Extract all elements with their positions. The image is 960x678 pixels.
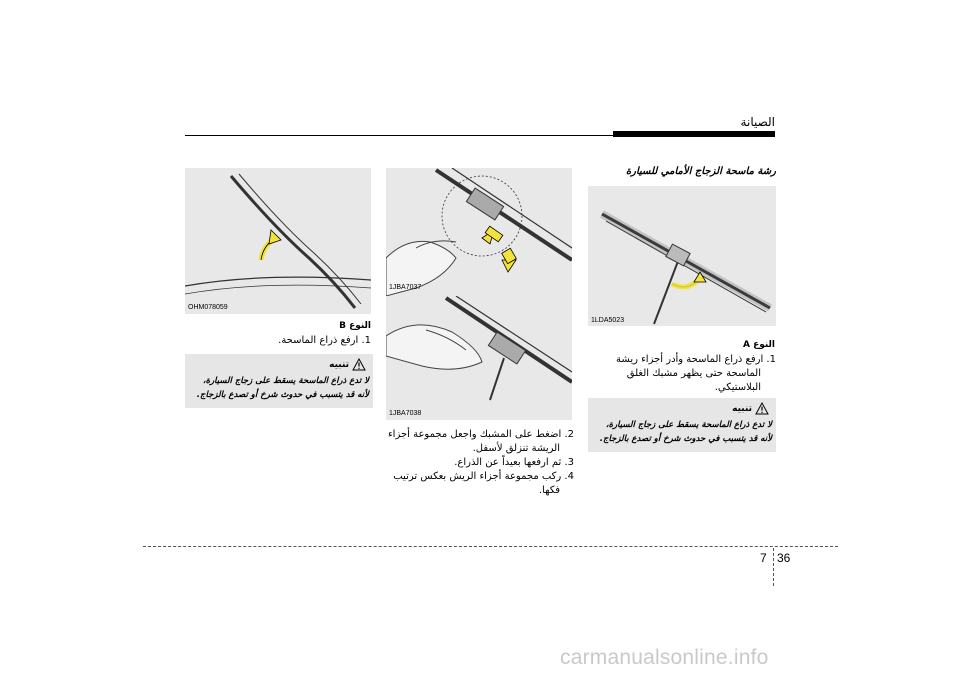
step-a1: 1. ارفع ذراع الماسحة وأدر أجزاء ريشة	[616, 354, 776, 365]
page-divider	[773, 548, 774, 586]
caution-box-a	[588, 398, 776, 452]
wiper-clip-press-illustration	[386, 168, 572, 296]
wiper-type-b-illustration	[185, 168, 371, 314]
step-b1: 1. ارفع ذراع الماسحة.	[278, 335, 371, 346]
step-4-cont: فكها.	[538, 485, 560, 496]
header-rule-thick	[613, 131, 775, 137]
type-a-label: النوع A	[742, 340, 775, 350]
figure-type-b	[185, 168, 371, 314]
caution-line1: لا تدع ذراع الماسحة يسقط على زجاج السيارة،	[202, 376, 369, 386]
watermark: carmanualsonline.info	[560, 646, 769, 669]
type-b-label: النوع B	[339, 321, 371, 331]
step-4: 4. ركب مجموعة أجزاء الريش بعكس ترتيب	[393, 471, 574, 482]
page-number: 36	[777, 551, 791, 565]
section-title: الصيانة	[740, 115, 775, 129]
caution-title: تنبيه	[732, 404, 752, 414]
figure-label: OHM078059	[188, 304, 228, 311]
caution-line2: لأنه قد يتسبب في حدوث شرخ أو تصدع بالزجاج.	[599, 434, 772, 444]
footer-rule	[143, 546, 838, 547]
figure-label: 1JBA7037	[389, 284, 422, 291]
caution-line2: لأنه قد يتسبب في حدوث شرخ أو تصدع بالزجاج.	[196, 390, 369, 400]
header-rule	[185, 135, 613, 136]
figure-middle-bottom	[386, 296, 572, 420]
step-2: 2. اضغط على المشبك واجعل مجموعة أجزاء	[387, 429, 574, 440]
chapter-number: 7	[760, 551, 767, 565]
figure-type-a	[588, 186, 776, 326]
caution-box-b	[185, 354, 373, 408]
step-3: 3. ثم ارفعها بعيداً عن الذراع.	[454, 457, 574, 468]
wiper-type-a-illustration	[588, 186, 776, 326]
caution-line1: لا تدع ذراع الماسحة يسقط على زجاج السيارة،	[605, 420, 772, 430]
figure-label: 1JBA7038	[389, 410, 422, 417]
warning-triangle-icon	[352, 358, 366, 371]
step-a1-cont2: البلاستيكي.	[714, 382, 761, 393]
wiper-slide-illustration	[386, 296, 572, 420]
step-a1-cont: الماسحة حتى يظهر مشبك الغلق	[626, 368, 761, 379]
warning-triangle-icon	[755, 402, 769, 415]
caution-title: تنبيه	[329, 360, 349, 370]
figure-middle-top	[386, 168, 572, 296]
step-2-cont: الريشة تنزلق لأسفل.	[472, 443, 560, 454]
subheading-wiper-blade: رشة ماسحة الزجاج الأمامي للسيارة	[625, 166, 776, 177]
figure-label: 1LDA5023	[591, 317, 625, 324]
